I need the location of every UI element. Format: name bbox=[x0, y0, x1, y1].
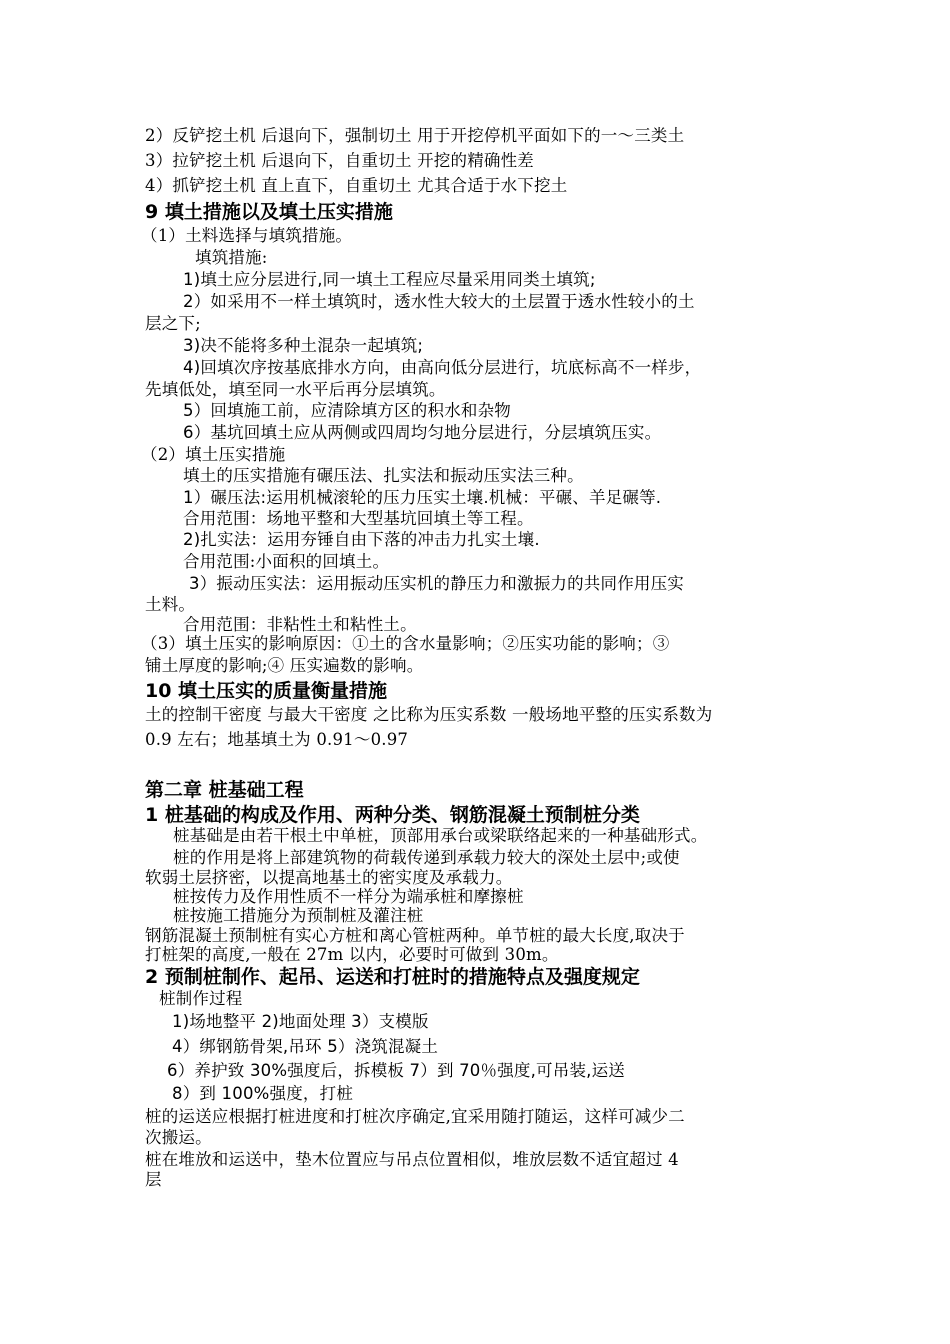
text-line: 土的控制干密度 与最大干密度 之比称为压实系数 一般场地平整的压实系数为 bbox=[145, 705, 713, 724]
text-line: 桩的作用是将上部建筑物的荷载传递到承载力较大的深处土层中;或使 bbox=[173, 848, 680, 867]
text-line: 次搬运。 bbox=[145, 1128, 212, 1147]
section-heading: 2 预制桩制作、起吊、运送和打桩时的措施特点及强度规定 bbox=[145, 966, 640, 988]
text-line: 合用范围:小面积的回填土。 bbox=[183, 552, 390, 571]
text-line: 1）碾压法:运用机械滚轮的压力压实土壤.机械：平碾、羊足碾等. bbox=[183, 488, 662, 507]
text-line: 桩的运送应根据打桩进度和打桩次序确定,宜采用随打随运，这样可减少二 bbox=[145, 1107, 685, 1126]
text-line: 桩按传力及作用性质不一样分为端承桩和摩擦桩 bbox=[173, 887, 524, 906]
section-heading: 第二章 桩基础工程 bbox=[145, 779, 304, 801]
text-line: （2）填土压实措施 bbox=[141, 445, 286, 464]
text-line: 2)扎实法：运用夯锤自由下落的冲击力扎实土壤. bbox=[183, 530, 540, 549]
text-line: 钢筋混凝土预制桩有实心方桩和离心管桩两种。单节桩的最大长度,取决于 bbox=[145, 926, 685, 945]
text-line: 3）拉铲挖土机 后退向下，自重切土 开挖的精确性差 bbox=[145, 151, 534, 170]
text-line: 5）回填施工前，应清除填方区的积水和杂物 bbox=[183, 401, 511, 420]
text-line: 填土的压实措施有碾压法、扎实法和振动压实法三种。 bbox=[183, 466, 584, 485]
text-line: 层 bbox=[145, 1170, 162, 1189]
text-line: 桩按施工措施分为预制桩及灌注桩 bbox=[173, 906, 424, 925]
text-line: 桩制作过程 bbox=[159, 989, 243, 1008]
text-line: 8）到 100%强度，打桩 bbox=[172, 1084, 354, 1103]
text-line: 6）养护致 30%强度后，拆模板 7）到 70％强度,可吊装,运送 bbox=[167, 1061, 625, 1080]
text-line: 0.9 左右；地基填土为 0.91～0.97 bbox=[145, 730, 409, 749]
text-line: 铺土厚度的影响;④ 压实遍数的影响。 bbox=[145, 656, 424, 675]
section-heading: 1 桩基础的构成及作用、两种分类、钢筋混凝土预制桩分类 bbox=[145, 804, 640, 826]
text-line: 层之下; bbox=[145, 314, 201, 333]
section-heading: 9 填土措施以及填土压实措施 bbox=[145, 201, 393, 223]
text-line: 2）反铲挖土机 后退向下，强制切土 用于开挖停机平面如下的一～三类土 bbox=[145, 126, 685, 145]
text-line: 填筑措施: bbox=[195, 248, 268, 267]
text-line: 6）基坑回填土应从两侧或四周均匀地分层进行，分层填筑压实。 bbox=[183, 423, 662, 442]
text-line: 2）如采用不一样土填筑时，透水性大较大的土层置于透水性较小的土 bbox=[183, 292, 695, 311]
text-line: 打桩架的高度,一般在 27m 以内，必要时可做到 30m。 bbox=[145, 945, 559, 964]
text-line: 3)决不能将多种土混杂一起填筑; bbox=[183, 336, 424, 355]
text-line: 合用范围：非粘性土和粘性土。 bbox=[183, 615, 417, 634]
text-line: （1）土料选择与填筑措施。 bbox=[141, 226, 353, 245]
text-line: （3）填土压实的影响原因：①土的含水量影响；②压实功能的影响；③ bbox=[141, 634, 670, 653]
text-line: 4）抓铲挖土机 直上直下，自重切土 尤其合适于水下挖土 bbox=[145, 176, 568, 195]
text-line: 1)填土应分层进行,同一填土工程应尽量采用同类土填筑; bbox=[183, 270, 596, 289]
text-line: 土料。 bbox=[145, 595, 196, 614]
text-line: 合用范围：场地平整和大型基坑回填土等工程。 bbox=[183, 509, 534, 528]
text-line: 桩在堆放和运送中，垫木位置应与吊点位置相似，堆放层数不适宜超过 4 bbox=[145, 1150, 679, 1169]
text-line: 桩基础是由若干根土中单桩，顶部用承台或梁联络起来的一种基础形式。 bbox=[173, 826, 708, 845]
text-line: 先填低处，填至同一水平后再分层填筑。 bbox=[145, 380, 446, 399]
text-line: 3）振动压实法：运用振动压实机的静压力和激振力的共同作用压实 bbox=[189, 574, 684, 593]
text-line: 1)场地整平 2)地面处理 3）支模版 bbox=[172, 1012, 429, 1031]
text-line: 4)回填次序按基底排水方向，由高向低分层进行，坑底标高不一样步， bbox=[183, 358, 702, 377]
section-heading: 10 填土压实的质量衡量措施 bbox=[145, 680, 388, 702]
text-line: 4）绑钢筋骨架,吊环 5）浇筑混凝土 bbox=[172, 1037, 439, 1056]
text-line: 软弱土层挤密，以提高地基土的密实度及承载力。 bbox=[145, 868, 513, 887]
